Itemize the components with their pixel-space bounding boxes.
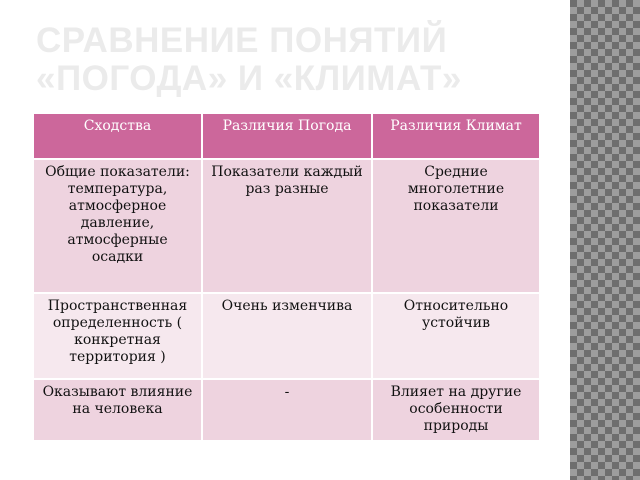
table-cell: Средние многолетние показатели: [372, 159, 540, 293]
table-row: [33, 159, 540, 293]
table-row: [33, 379, 540, 441]
table-cell: -: [202, 379, 372, 441]
table-cell: Общие показатели: температура, атмосферное давление, атмосферные осадки: [33, 159, 202, 293]
comparison-table: [32, 112, 541, 442]
slide-title-line-1: СРАВНЕНИЕ ПОНЯТИЙ: [36, 21, 448, 60]
header-differences-climate: Различия Климат: [372, 113, 540, 159]
table-row: [33, 293, 540, 379]
table-cell: Показатели каждый раз разные: [202, 159, 372, 293]
header-similarities: Сходства: [33, 113, 202, 159]
table-cell: Влияет на другие особенности природы: [372, 379, 540, 441]
table-cell: Пространственная определенность ( конкретная территория ): [33, 293, 202, 379]
slide-title-line-2: «ПОГОДА» И «КЛИМАТ»: [36, 59, 462, 98]
table-header-row: [33, 113, 540, 159]
table-cell: Относительно устойчив: [372, 293, 540, 379]
slide-title: [36, 22, 566, 98]
table-cell: Оказывают влияние на человека: [33, 379, 202, 441]
decorative-side-pattern: [570, 0, 640, 480]
table-cell: Очень изменчива: [202, 293, 372, 379]
header-differences-weather: Различия Погода: [202, 113, 372, 159]
